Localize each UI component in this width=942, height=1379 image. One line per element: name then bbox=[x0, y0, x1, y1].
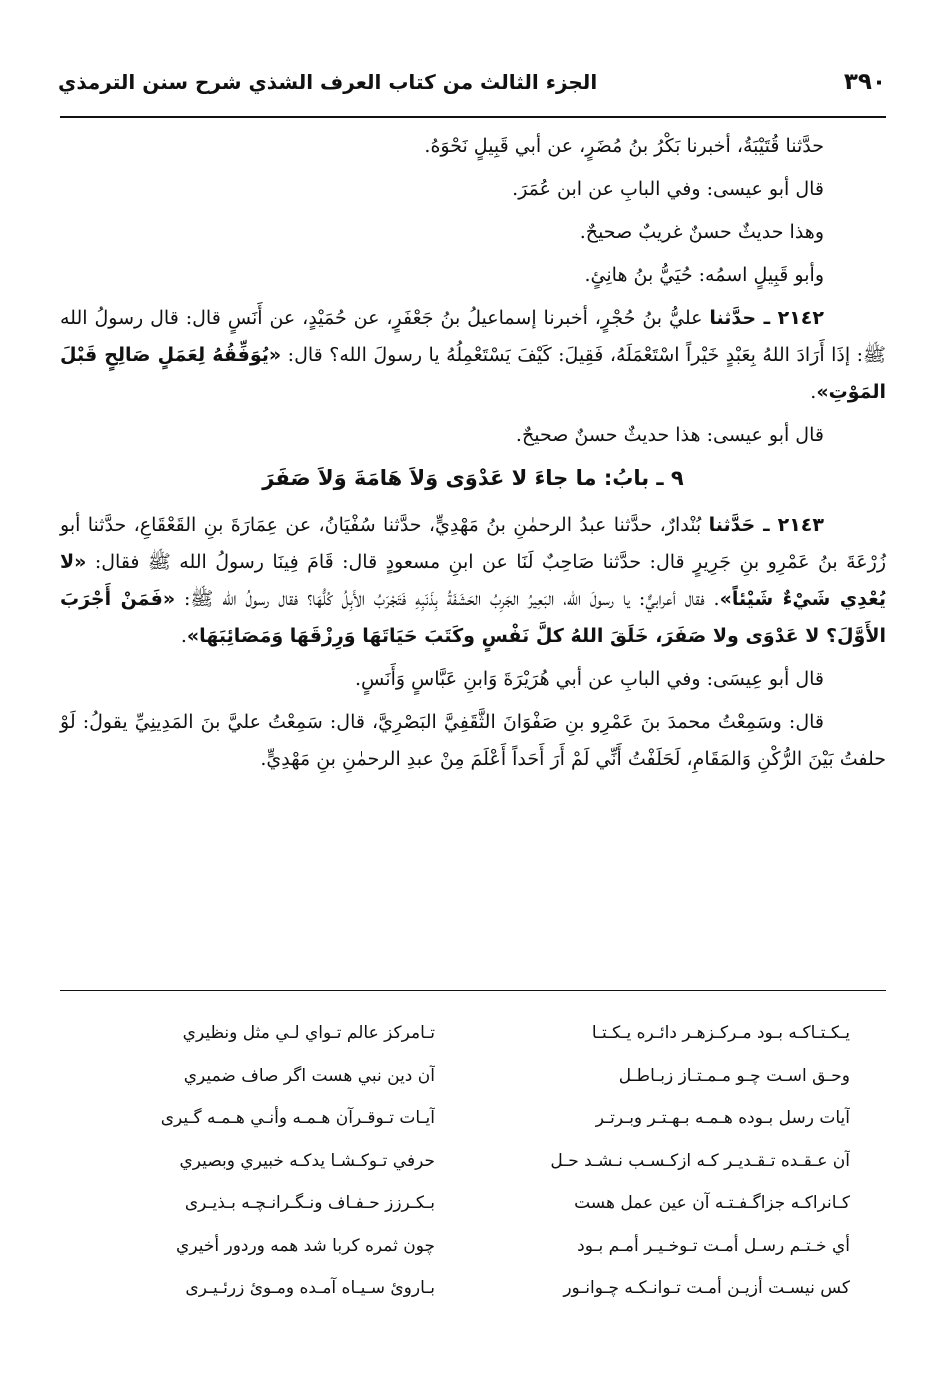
hadith-2143-matn-2: «فَمَنْ أَجْرَبَ الأَوَّلَ؟ لا عَدْوَى ولا صَفَرَ، خَلَقَ اللهُ كلَّ نَفْسٍ وكَتَبَ حَيَاتَهَا وَرِزْقَهَا وَمَصَائِبَهَا» bbox=[60, 588, 886, 647]
poem-verse: يـكـتـاكـه بـود مـركـزهـر دائـره يـكـتـا bbox=[591, 1023, 850, 1043]
header-divider bbox=[60, 116, 886, 118]
paragraph-ibn-madini: قال: وسَمِعْتُ محمدَ بنَ عَمْرِو بنِ صَفْوَانَ الثَّقَفِيَّ البَصْرِيَّ، قال: سَمِعْتُ عليَّ بنَ المَدِينِيِّ يقولُ: لَوْ حلفتُ بَيْنَ الرُّكْنِ وَالمَقَامِ، لَحَلَفْتُ أَنِّي لَمْ أَرَ أَحَداً أَعْلَمَ مِنْ عبدِ الرحمٰنِ بنِ مَهْدِيٍّ. bbox=[60, 711, 886, 770]
hadith-2143-text-1: بُنْدارٌ، حدَّثنا عبدُ الرحمٰنِ بنُ مَهْدِيٍّ، حدَّثنا سُفْيَانُ، عن عِمَارَةَ بنِ القَعْقَاعِ، حدَّثنا أبو زُرْعَةَ بنُ عَمْرِو بنِ جَرِيرٍ قال: حدَّثنا صَاحِبٌ لَنَا عن ابنِ مسعودٍ قال: قَامَ فِينَا رسولُ الله ﷺ فقال: bbox=[60, 514, 886, 573]
poem-verse: تـامركز عالم تـواي لـي مثل ونظيري bbox=[182, 1023, 435, 1043]
hadith-number-2142: ٢١٤٢ ـ حدَّثنا bbox=[709, 307, 824, 329]
hadith-2142-text: عليُّ بنُ حُجْرٍ، أخبرنا إسماعيلُ بنُ جَعْفَرٍ، عن حُمَيْدٍ، عن أَنَسٍ قال: قال رسولُ الله ﷺ: إذَا أَرَادَ اللهُ بِعَبْدٍ خَيْراً اسْتَعْمَلَهُ، فَقِيلَ: كَيْفَ يَسْتَعْمِلُهُ يا رسولَ الله؟ قال: bbox=[60, 307, 886, 366]
hadith-2143-matn-1: «لا يُعْدِي شَيْءٌ شَيْئاً» bbox=[60, 551, 886, 610]
main-text bbox=[60, 128, 886, 784]
paragraph-abu-isa-bab-2143: قال أبو عِيسَى: وفي البابِ عن أبي هُرَيْرَةَ وَابنِ عَبَّاسٍ وَأَنَسٍ. bbox=[355, 668, 824, 690]
page-number: ٣٩٠ bbox=[843, 69, 886, 95]
poem-verse: آيـات تـوقـرآن هـمـه وأنـي هـمـه گـيرى bbox=[160, 1108, 435, 1128]
running-title: الجزء الثالث من كتاب العرف الشذي شرح سنن الترمذي bbox=[58, 70, 598, 94]
poem-verse: بـكـرزز حـفـاف ونـگـرانـچـه بـذيـرى bbox=[184, 1193, 435, 1213]
poem-verse: كس نيسـت أزيـن أمـت تـوانـكـه چـوانـور bbox=[563, 1278, 850, 1298]
paragraph-grading: وهذا حديثٌ حسنٌ غريبٌ صحيحٌ. bbox=[579, 221, 824, 243]
paragraph-grading-2142: قال أبو عيسى: هذا حديثٌ حسنٌ صحيحٌ. bbox=[515, 424, 824, 446]
hadith-2142 bbox=[60, 300, 886, 411]
paragraph-abu-qabil-name: وأبو قَبِيلٍ اسمُه: حُيَيُّ بنُ هانِئٍ. bbox=[584, 264, 824, 286]
poem-verse: حرفي تـوكـشـا يدكـه خبيري وبصيري bbox=[179, 1150, 435, 1171]
paragraph-abu-isa-bab: قال أبو عيسى: وفي البابِ عن ابن عُمَرَ. bbox=[512, 178, 824, 200]
page-header bbox=[58, 60, 886, 104]
hadith-2142-matn: «يُوَفِّقُهُ لِعَمَلٍ صَالِحٍ قَبْلَ المَوْتِ» bbox=[60, 344, 886, 403]
footnote-divider bbox=[60, 990, 886, 991]
poem-verse: وحـق اسـت چـو مـمـتـاز زبـاطـل bbox=[618, 1065, 850, 1086]
persian-poem bbox=[90, 1012, 850, 1310]
poem-verse: بـاروئ سـيـاه آمـده ومـوئ زرئـيـرى bbox=[185, 1278, 435, 1298]
poem-verse: آن عـقـده تـقـديـر كـه ازكـسـب نـشـد حـل bbox=[550, 1150, 850, 1171]
poem-verse: كـانراكـه جزاگـفـتـه آن عين عمل هست bbox=[574, 1193, 850, 1213]
hadith-2143-end: . bbox=[180, 625, 187, 647]
hadith-2142-end: . bbox=[810, 381, 817, 403]
hadith-number-2143: ٢١٤٣ ـ حَدَّثنا bbox=[708, 514, 824, 536]
poem-verse: چون ثمره كربا شد همه وردور أخيري bbox=[176, 1235, 435, 1256]
hadith-2143 bbox=[60, 507, 886, 655]
chapter-heading: ٩ ـ بابُ: ما جاءَ لا عَدْوَى وَلاَ هَامَةَ وَلاَ صَفَرَ bbox=[262, 466, 684, 490]
poem-verse: آيات رسل بـوده هـمـه بـهـتـر وبـرتـر bbox=[595, 1108, 850, 1128]
hadith-2143-text-2: . فقال أعرابيٌّ: يا رسولَ الله، البَعِيرُ الجَرِبُ الحَشَفَةُ بِذَنَبِهِ فَتَجْرَبُ الأَبِلُ كُلُّهَا؟ فقال رسولُ الله ﷺ: bbox=[175, 588, 720, 610]
poem-verse: آن دين نبي هست اگر صاف ضميري bbox=[183, 1065, 435, 1086]
paragraph-narration: حدَّثنا قُتَيْبَةُ، أخبرنا بَكْرُ بنُ مُضَرٍ، عن أبي قَبِيلٍ نَحْوَهُ. bbox=[424, 135, 824, 157]
poem-verse: أي خـتـم رسـل أمـت تـوخـيـر أمـم بـود bbox=[577, 1235, 850, 1256]
